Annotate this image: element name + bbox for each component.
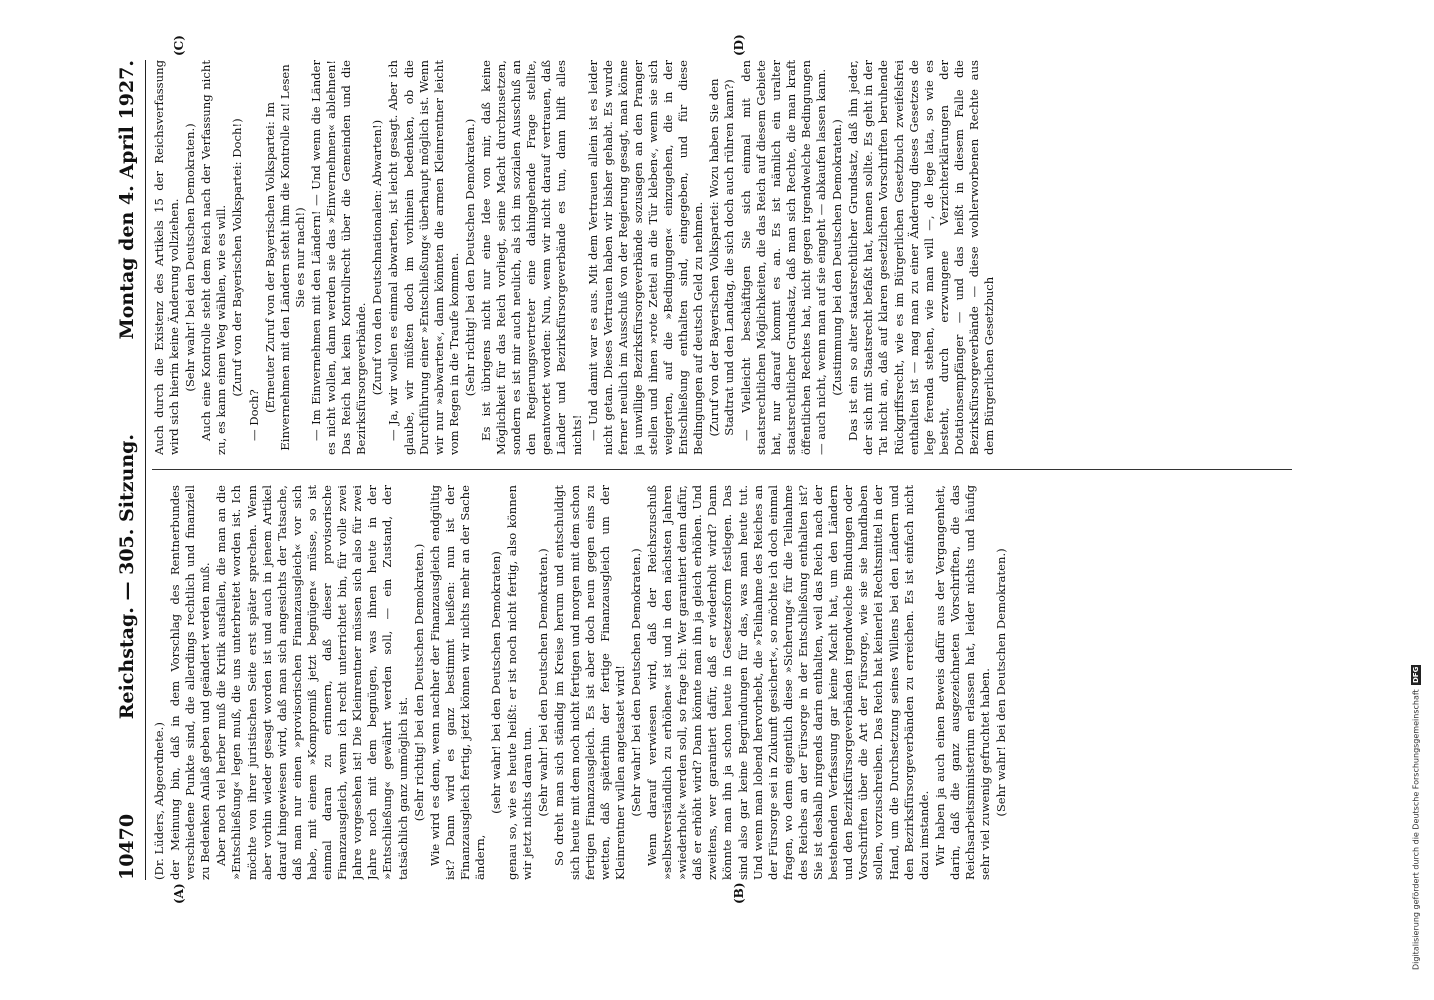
interjection: (Erneuter Zuruf von der Bayerischen Volkspartei: Im Einvernehmen mit den Ländern steht ihm die Kontrolle zu! Lesen Sie es nur nach!) [262,64,307,451]
header-date: Montag den 4. April 1927. [116,60,138,340]
interjection: (Sehr richtig! bei den Deutschen Demokraten.) [411,543,426,822]
paragraph: Wie wird es denn, wenn nachher der Finanzausgleich endgültig ist? Dann wird es ganz bestimmt heißen: nun ist der Finanzausgleich fertig, jetzt können wir nichts mehr an der Sache ändern, [427,485,487,880]
interjection: (Sehr richtig! bei den Deutschen Demokraten.) [462,118,477,397]
paragraph: Wenn darauf verwiesen wird, daß der Reichszuschuß »selbstverständlich zu erhöhen« ist und in den nächsten Jahren »wiederholt« werden soll, so frage ich: Wer garantiert denn dafür, daß er erhöht wird? Dann könnte man ihn ja gleich erhöhen. Und zweitens, wer garantiert dafür, daß er wiederholt wird? Dann könnte man ihn ja schon heute in Gesetzesform festlegen. Das sind also gar keine Begründungen für das, was man heute tut. Und wenn man lobend hervorhebt, die »Teilnahme des Reiches an der Fürsorge sei in Zukunft gesichert«, so möchte ich doch einmal fragen, wo denn eigentlich diese »Sicherung« für die Teilnahme des Reiches an der Fürsorge in der Entschließung enthalten ist? Sie ist deshalb nirgends darin enthalten, weil das Reich nach der bestehenden Verfassung gar keine Macht hat, um den Ländern und den Bezirksfürsorgeverbänden irgendwelche Bindungen oder Vorschriften über die Art der Fürsorge, wie sie sie handhaben sollen, vorzuschreiben. Das Reich hat keinerlei Rechtsmittel in der Hand, um die Durchsetzung seines Willens bei den Ländern und den Bezirksfürsorgeverbänden zu erreichen. Es ist einfach nicht dazu imstande. [645,485,931,880]
interjection: (Zuruf von der Bayerischen Volkspartei: Wozu haben Sie den Stadtrat und den Landtag, die sich doch auch rühren kann?) [707,78,737,437]
column-divider [152,469,1292,470]
interjection: (sehr wahr! bei den Deutschen Demokraten) [489,551,504,814]
page-header [112,60,142,880]
paragraph: Auch eine Kontrolle steht dem Reich nach der Verfassung nicht zu, es kann einen Weg wählen, wie es will. [199,60,229,455]
interjection: (Sehr wahr! bei den Deutschen Demokraten.) [994,548,1009,817]
margin-mark-b: (B) [732,882,746,904]
digitization-credit [1406,10,1426,970]
paragraph: — Vielleicht beschäftigen Sie sich einmal mit den staatsrechtlichen Möglichkeiten, die das Reich auf diesem Gebiete hat, nur darauf kommt es an. Es ist nämlich ein uralter staatsrechtlicher Grundsatz, daß man sich Rechte, die man kraft öffentlichen Rechtes hat, nicht gegen irgendwelche Bedingungen — auch nicht, wenn man auf sie eingeht — abkaufen lassen kann. [738,60,829,455]
credit-text: Digitalisierung gefördert durch die Deutsche Forschungsgemeinschaft [1411,689,1421,970]
interjection: (Sehr wahr! bei den Deutschen Demokraten.) [183,123,198,392]
paragraph: Auch durch die Existenz des Artikels 15 der Reichsverfassung wird sich hierin keine Änderung vollziehen. [152,60,182,455]
margin-mark-d: (D) [732,34,746,56]
dfg-logo: DFG [1412,666,1420,684]
header-session: Reichstag. — 305. Sitzung. [116,433,138,720]
rotated-page [112,34,1322,904]
interjection: (Sehr wahr! bei den Deutschen Demokraten.) [536,548,551,817]
speaker-line: (Dr. Lüders, Abgeordnete.) [152,722,166,880]
paragraph: Aber noch viel herber muß die Kritik ausfallen, die man an die »Entschließung« legen muß, die uns unterbreitet worden ist. Ich möchte von ihrer juristischen Seite erst später sprechen. Wenn aber vorhin wieder gesagt worden ist und auch in jenem Artikel darauf hingewiesen wird, daß man sich angesichts der Tatsache, daß man nur einen »provisorischen Finanzausgleich« vor sich habe, mit einem »Kompromiß jetzt begnügen« müsse, so ist einmal daran zu erinnern, daß dieser provisorische Finanzausgleich, wenn ich recht unterrichtet bin, für volle zwei Jahre vorgesehen ist! Die Kleinrentner müssen sich also für zwei Jahre noch mit dem begnügen, was ihnen heute in der »Entschließung« gewährt werden soll, — ein Zustand, der tatsächlich ganz unmöglich ist. [214,485,410,880]
header-rule [145,60,146,880]
paragraph: Es ist übrigens nicht nur eine Idee von mir, daß keine Möglichkeit für das Reich vorliegt, seine Macht durchzusetzen, sondern es ist mir auch neulich, als ich im sozialen Ausschuß an den Regierungsvertreter eine dahingehende Frage stellte, geantwortet worden: Nun, wenn wir nicht darauf vertrauen, daß Länder und Bezirksfürsorgeverbände es tun, dann hilft alles nichts! [478,60,584,455]
margin-mark-a: (A) [172,883,186,904]
paragraph: genau so, wie es heute heißt: er ist noch nicht fertig, also können wir jetzt nichts daran tun. [505,485,535,880]
right-column [152,60,1302,455]
paragraph: Wir haben ja auch einen Beweis dafür aus der Vergangenheit, darin, daß die ganz ausgezeichneten Vorschriften, die das Reichsarbeitsministerium erlassen hat, leider nichts und häufig sehr viel zuwenig gefruchtet haben. [932,485,993,880]
page-number: 10470 [116,813,138,880]
interjection: (Zustimmung bei den Deutschen Demokraten.) [830,119,845,396]
paragraph: Das ist ein so alter staatsrechtlicher Grundsatz, daß ihn jeder, der sich mit Staatsrecht befaßt hat, kennen sollte. Es geht in der Tat nicht an, daß auf klaren gesetzlichen Vorschriften beruhende Rückgriffsrecht, wie es im Bürgerlichen Gesetzbuch zweifelsfrei enthalten ist — mag man zu einer Änderung dieses Gesetzes de lege ferenda stehen, wie man will —, de lege lata, so wie es besteht, durch erzwungene Verzichterklärungen der Dotationsempfänger — und das heißt in diesem Falle die Bezirksfürsorgeverbände — diese wohlerworbenen Rechte aus dem Bürgerlichen Gesetzbuch [846,60,997,455]
paragraph: der Meinung bin, daß in dem Vorschlag des Rentnerbundes verschiedene Punkte sind, die allerdings rechtlich und finanziell zu Bedenken Anlaß geben und geändert werden muß. [168,485,213,880]
margin-mark-c: (C) [172,35,186,56]
paragraph: — Im Einvernehmen mit den Ländern! — Und wenn die Länder es nicht wollen, dann werden sie das »Einvernehmen« ablehnen! Das Reich hat kein Kontrollrecht über die Gemeinden und die Bezirksfürsorgeverbände. [308,60,369,455]
left-column [152,485,1302,880]
paragraph: — Und damit war es aus. Mit dem Vertrauen allein ist es leider nicht getan. Dieses Vertrauen haben wir bisher gehabt. Es wurde ferner neulich im Ausschuß von der Regierung gesagt, man könne ja unwillige Bezirksfürsorgeverbände sozusagen an den Pranger stellen und ihnen »rote Zettel an die Tür kleben«, wenn sie sich weigerten, auf die »Bedingungen« einzugehen, die in der Entschließung enthalten sind, eingegeben, und für diese Bedingungen auf deutsch Geld zu nehmen. [585,60,706,455]
paragraph: — Ja, wir wollen es einmal abwarten, ist leicht gesagt. Aber ich glaube, wir müßten doch im vorhinein bedenken, ob die Durchführung einer »Entschließung« überhaupt möglich ist. Wenn wir nur »abwarten«, dann könnten die armen Kleinrentner leicht vom Regen in die Traufe kommen. [386,60,461,455]
paragraph: — Doch? [246,389,261,441]
interjection: (Sehr wahr! bei den Deutschen Demokraten.) [628,548,643,817]
paragraph: So dreht man sich ständig im Kreise herum und entschuldigt sich heute mit dem noch nicht fertigen und morgen mit dem schon fertigen Finanzausgleich. Es ist aber doch neun gegen eins zu wetten, daß späterhin der fertige Finanzausgleich um der Kleinrentner willen angetastet wird! [552,485,627,880]
interjection: (Zuruf von der Bayerischen Volkspartei: Doch!) [230,118,245,397]
document-page [112,34,1322,904]
interjection: (Zuruf von den Deutschnationalen: Abwarten!) [370,119,385,396]
